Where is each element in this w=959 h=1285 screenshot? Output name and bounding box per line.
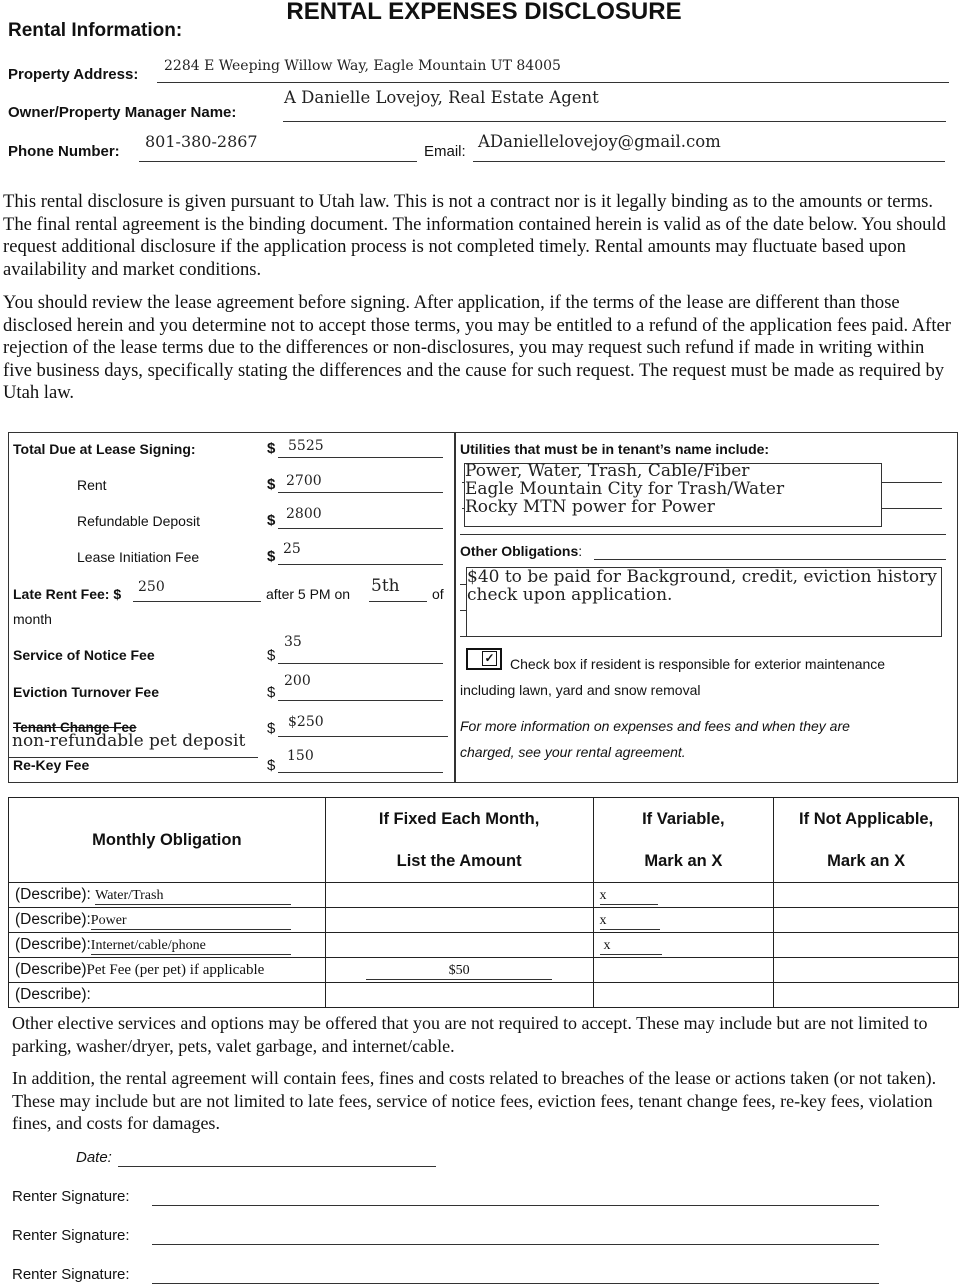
na-mark-cell[interactable] — [774, 983, 959, 1008]
describe-label: (Describe): — [15, 986, 91, 1003]
table-row — [9, 883, 959, 908]
variable-mark-field[interactable]: x — [600, 913, 660, 930]
late-day-field[interactable]: 5th — [371, 576, 400, 596]
info-text-1: For more information on expenses and fees and when they are — [460, 718, 850, 734]
tenant-change-fee-label: Tenant Change Fee — [13, 720, 137, 735]
header-variable — [593, 798, 774, 883]
tenant-change-fee-field[interactable]: $250 — [288, 714, 324, 730]
other-obligations-field[interactable] — [466, 567, 942, 637]
pet-deposit-override[interactable]: non-refundable pet deposit — [12, 731, 246, 751]
header-variable-l1: If Variable, — [642, 810, 725, 828]
colon: : — [578, 543, 583, 559]
header-monthly-obligation: Monthly Obligation — [9, 798, 326, 883]
late-month-text: month — [13, 611, 52, 627]
fixed-amount-cell[interactable] — [325, 933, 593, 958]
monthly-obligation-table — [8, 797, 959, 1008]
checkmark-icon: ✓ — [482, 651, 497, 666]
checkbox-text-1: Check box if resident is responsible for exterior maintenance — [510, 656, 886, 672]
na-mark-cell[interactable] — [774, 908, 959, 933]
late-fee-field[interactable]: 250 — [138, 579, 165, 595]
initiation-fee-field[interactable]: 25 — [283, 541, 301, 557]
dollar-sign: $ — [267, 720, 276, 737]
renter-signature-label-2: Renter Signature: — [12, 1227, 130, 1244]
variable-mark-field[interactable]: x — [600, 888, 658, 905]
header-fixed-l2: List the Amount — [396, 852, 522, 870]
variable-mark-cell[interactable] — [593, 983, 774, 1008]
header-na — [774, 798, 959, 883]
utility-line: Rocky MTN power for Power — [465, 497, 715, 517]
describe-label: (Describe): — [15, 935, 91, 953]
table-row — [9, 933, 959, 958]
table-row — [9, 908, 959, 933]
variable-mark-field[interactable]: x — [600, 938, 662, 955]
header-fixed-l1: If Fixed Each Month, — [378, 810, 540, 828]
dollar-sign: $ — [267, 440, 276, 457]
describe-field[interactable]: Power — [91, 913, 291, 930]
dollar-sign: $ — [267, 476, 276, 493]
initiation-fee-label: Lease Initiation Fee — [77, 549, 200, 565]
date-label: Date: — [76, 1149, 112, 1166]
rent-field[interactable]: 2700 — [286, 473, 322, 489]
checkbox-text-2: including lawn, yard and snow removal — [460, 682, 701, 698]
late-fee-label: Late Rent Fee: $ — [13, 586, 122, 602]
deposit-field[interactable]: 2800 — [286, 506, 322, 522]
other-obligation-line: check upon application. — [467, 585, 673, 605]
renter-signature-field-1[interactable] — [152, 1205, 879, 1206]
info-text-2: charged, see your rental agreement. — [460, 744, 686, 760]
header-fixed — [325, 798, 593, 883]
renter-signature-label-1: Renter Signature: — [12, 1188, 130, 1205]
late-after-text: after 5 PM on — [266, 586, 351, 602]
dollar-sign: $ — [267, 647, 276, 664]
fixed-amount-cell[interactable] — [325, 883, 593, 908]
header-variable-l2: Mark an X — [644, 852, 723, 870]
late-of-text: of — [432, 586, 444, 602]
disclosure-paragraph-1: This rental disclosure is given pursuant to Utah law. This is not a contract nor is it legally binding as to the amounts or terms. The final rental agreement is the binding document. The information contained herein is valid as of the date below. You should request additional disclosure if the application process is not completed timely. Rental amounts may fluctuate based upon availability and market conditions. — [3, 191, 946, 280]
owner-label: Owner/Property Manager Name: — [8, 104, 237, 121]
date-field[interactable] — [118, 1166, 436, 1167]
dollar-sign: $ — [267, 512, 276, 529]
rekey-fee-label: Re-Key Fee — [13, 757, 90, 773]
email-field[interactable]: ADaniellelovejoy@gmail.com — [478, 132, 721, 151]
fixed-amount-cell[interactable] — [325, 983, 593, 1008]
header-na-l2: Mark an X — [827, 852, 906, 870]
fixed-amount-cell[interactable] — [325, 908, 593, 933]
header-na-l1: If Not Applicable, — [799, 810, 934, 828]
utility-line: Eagle Mountain City for Trash/Water — [465, 479, 785, 499]
fixed-amount-field[interactable]: $50 — [366, 963, 552, 980]
eviction-fee-label: Eviction Turnover Fee — [13, 684, 159, 700]
exterior-maintenance-checkbox[interactable] — [466, 648, 502, 670]
rental-info-heading: Rental Information: — [8, 20, 183, 41]
dollar-sign: $ — [267, 757, 276, 774]
na-mark-cell[interactable] — [774, 958, 959, 983]
fees-fines-paragraph: In addition, the rental agreement will contain fees, fines and costs related to breaches of the lease or actions taken (or not taken). These may include but are not limited to late fees, service of notice fees, eviction fees, tenant change fees, re-key fees, violation fines, and costs for damages. — [12, 1068, 937, 1133]
disclosure-paragraph-2: You should review the lease agreement before signing. After application, if the terms of the lease are different than those disclosed herein and you determine not to accept those terms, you may be entitled to a refund of the application fees paid. After rejection of the lease terms due to the differences or non-disclosures, you may request such refund if made in writing within five business days, specifically stating the differences and the cause for such request. The request must be made as required by Utah law. — [3, 292, 951, 403]
renter-signature-label-3: Renter Signature: — [12, 1266, 130, 1283]
rekey-fee-field[interactable]: 150 — [287, 748, 314, 764]
dollar-sign: $ — [267, 684, 276, 701]
describe-label: (Describe): — [15, 910, 91, 928]
phone-field[interactable]: 801-380-2867 — [145, 132, 258, 151]
notice-fee-field[interactable]: 35 — [284, 634, 302, 650]
variable-mark-cell[interactable] — [593, 958, 774, 983]
utilities-field[interactable] — [464, 463, 882, 527]
owner-field[interactable]: A Danielle Lovejoy, Real Estate Agent — [284, 88, 599, 107]
dollar-sign: $ — [267, 548, 276, 565]
na-mark-cell[interactable] — [774, 933, 959, 958]
deposit-label: Refundable Deposit — [77, 513, 200, 529]
phone-label: Phone Number: — [8, 143, 120, 160]
property-address-label: Property Address: — [8, 66, 139, 83]
other-obligations-label — [460, 543, 582, 559]
utilities-label: Utilities that must be in tenant’s name include: — [460, 441, 770, 457]
describe-field[interactable]: Internet/cable/phone — [91, 938, 291, 955]
describe-field[interactable]: Water/Trash — [95, 888, 291, 905]
table-row — [9, 958, 959, 983]
describe-label: (Describe) — [15, 961, 87, 978]
total-due-field[interactable]: 5525 — [288, 438, 324, 454]
elective-services-paragraph: Other elective services and options may be offered that you are not required to accept. These may include but are not limited to parking, washer/dryer, pets, valet garbage, and internet/cable. — [12, 1013, 928, 1056]
total-due-label: Total Due at Lease Signing: — [13, 441, 196, 457]
renter-signature-field-2[interactable] — [152, 1244, 879, 1245]
property-address-field[interactable]: 2284 E Weeping Willow Way, Eagle Mountain UT 84005 — [164, 58, 561, 74]
email-label: Email: — [424, 143, 466, 160]
describe-label: (Describe): — [15, 885, 96, 903]
notice-fee-label: Service of Notice Fee — [13, 647, 155, 663]
eviction-fee-field[interactable]: 200 — [284, 673, 311, 689]
table-row — [9, 983, 959, 1008]
rent-label: Rent — [77, 477, 107, 493]
other-obligations-text: Other Obligations — [460, 543, 579, 559]
describe-field[interactable]: Pet Fee (per pet) if applicable — [86, 962, 265, 978]
other-obligation-line: $40 to be paid for Background, credit, eviction history — [467, 567, 937, 587]
renter-signature-field-3[interactable] — [152, 1283, 879, 1284]
document-title: RENTAL EXPENSES DISCLOSURE — [286, 0, 682, 25]
utility-line: Power, Water, Trash, Cable/Fiber — [465, 461, 750, 481]
na-mark-cell[interactable] — [774, 883, 959, 908]
